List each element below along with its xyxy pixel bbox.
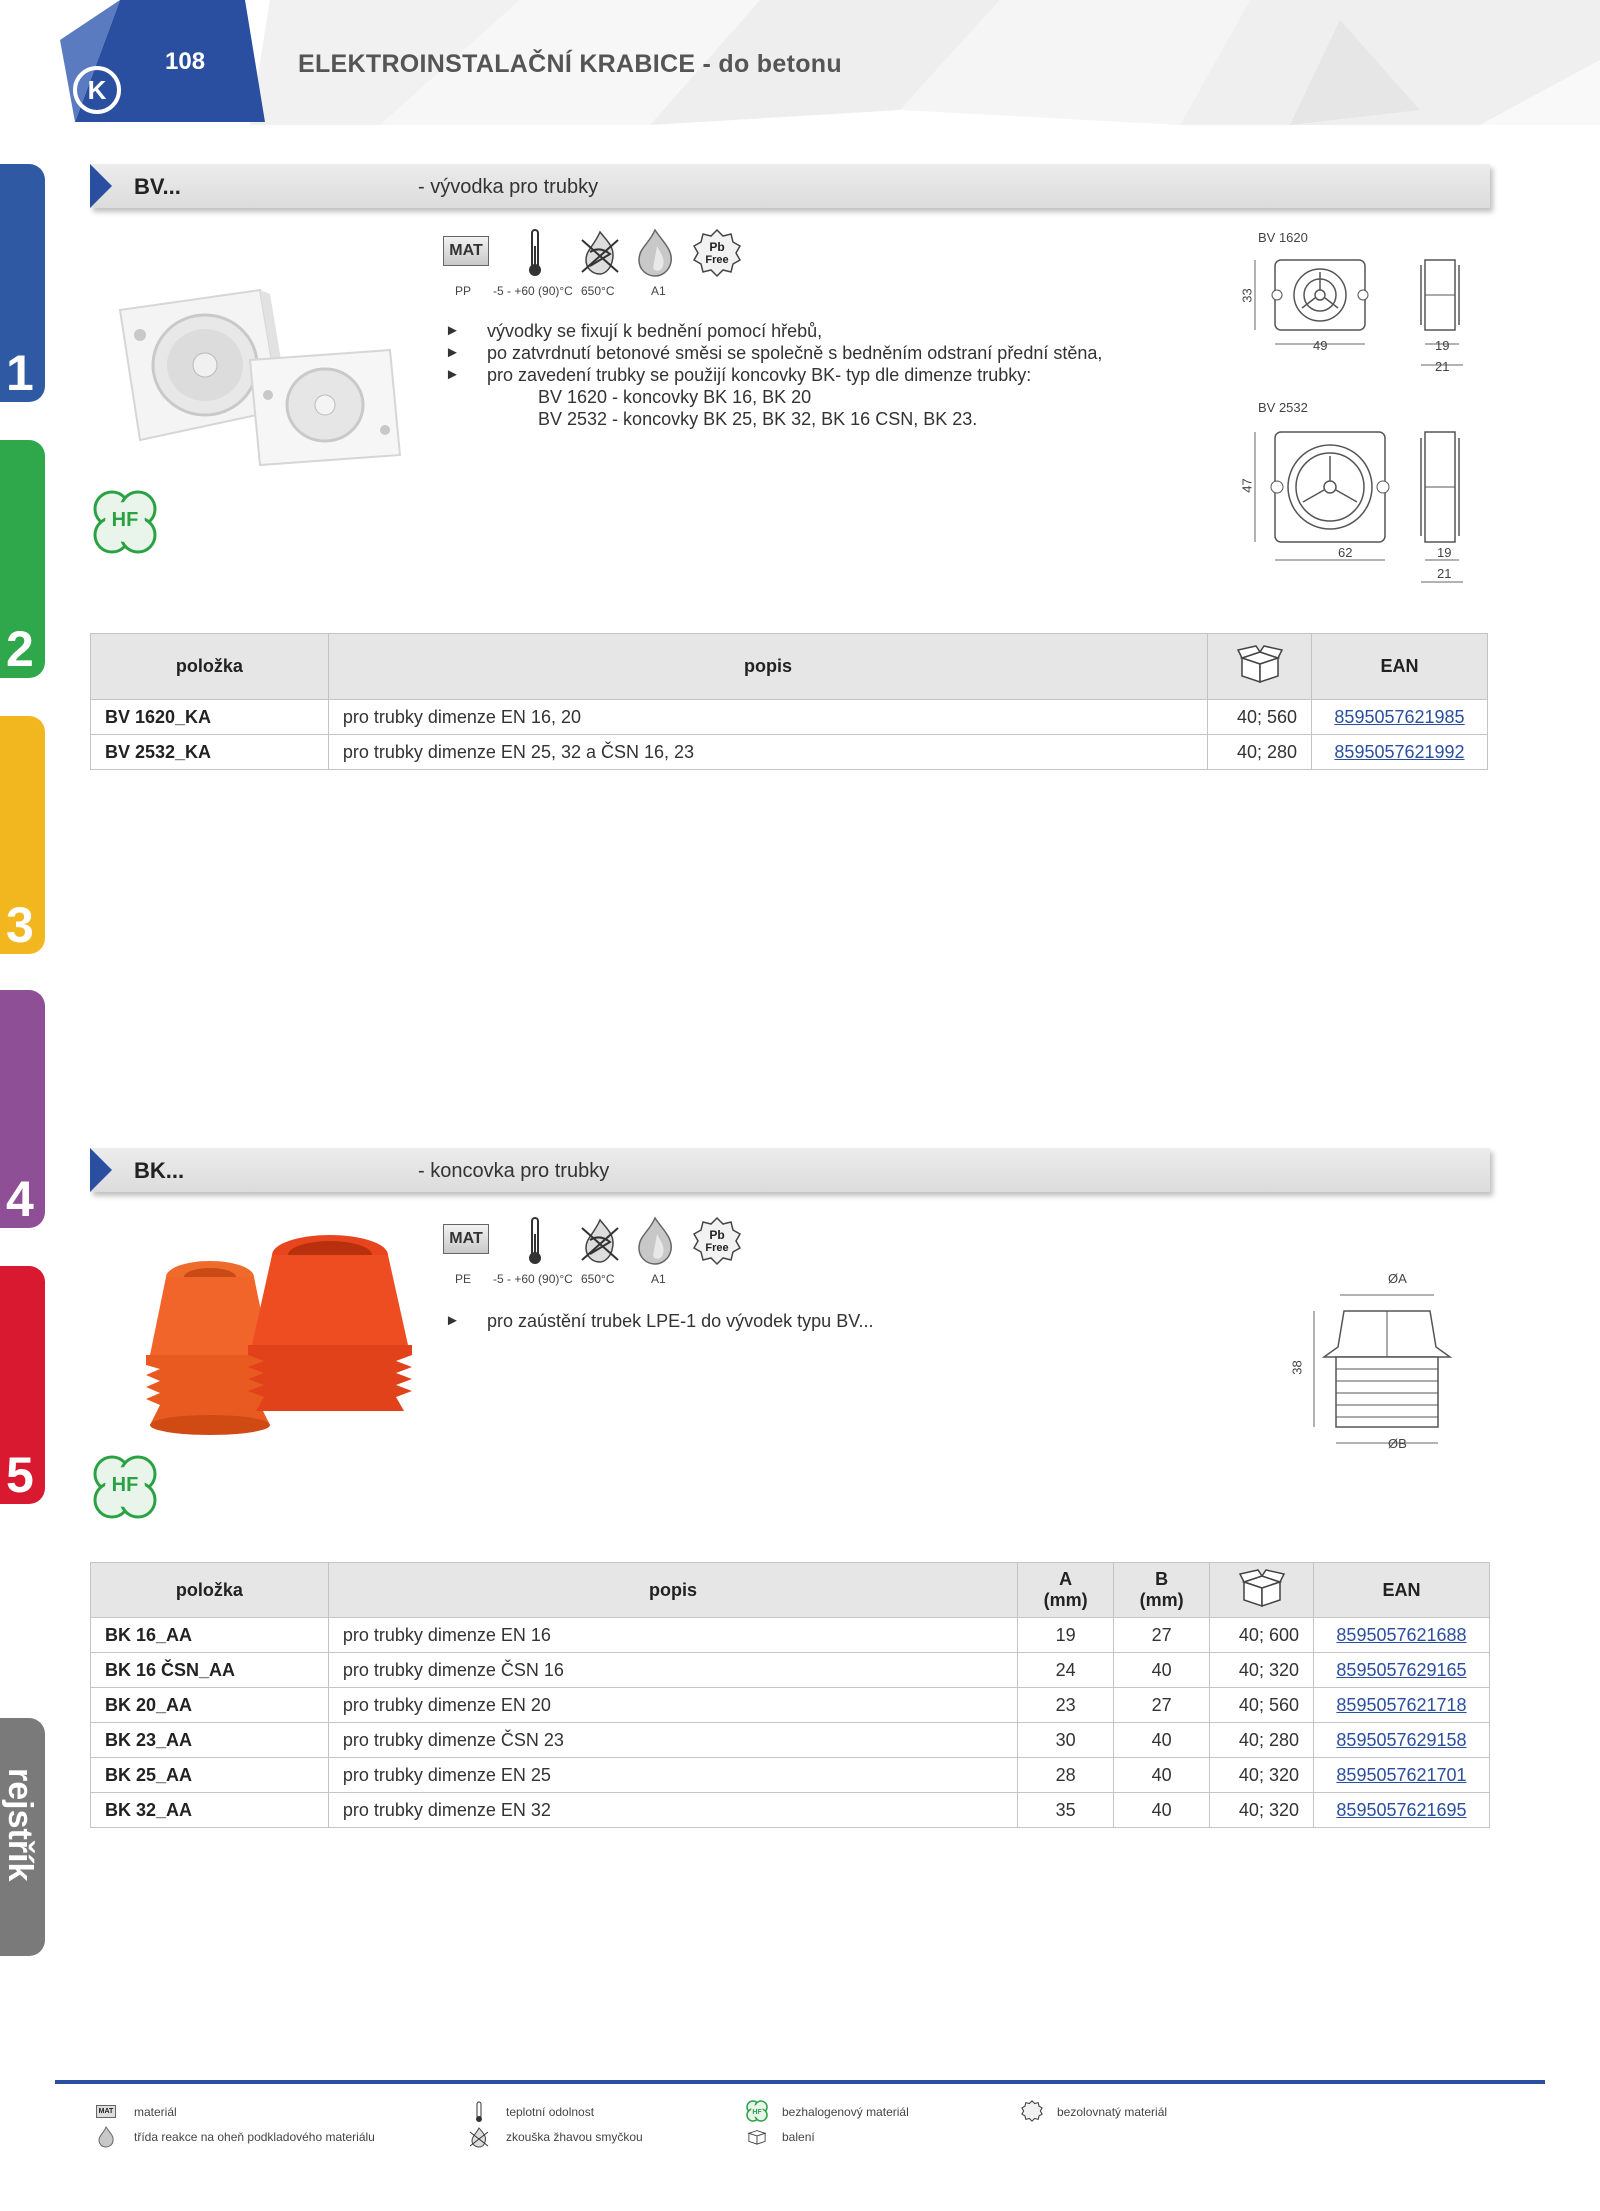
cell-b: 40	[1114, 1793, 1210, 1828]
box-icon	[1238, 1568, 1286, 1608]
legend-material: materiál	[134, 2105, 177, 2119]
chapter-tab-label: 5	[6, 1447, 34, 1503]
property-icons-bv	[443, 228, 763, 308]
cell-ean	[1313, 1793, 1489, 1828]
cell-item: BK 23_AA	[91, 1723, 329, 1758]
glow-wire-icon	[468, 2126, 490, 2148]
cell-packaging: 40; 280	[1210, 1723, 1314, 1758]
drawing-label: BV 1620	[1258, 230, 1308, 245]
table-row	[91, 1618, 1490, 1653]
glow-wire-icon	[578, 228, 622, 278]
cell-a: 35	[1018, 1793, 1114, 1828]
company-logo	[72, 65, 122, 115]
section-arrow-icon	[90, 164, 112, 208]
section-arrow-icon	[90, 1148, 112, 1192]
ean-link[interactable]: 8595057621688	[1336, 1624, 1467, 1645]
cell-description: pro trubky dimenze EN 32	[328, 1793, 1017, 1828]
cell-ean	[1313, 1688, 1489, 1723]
hf-label: HF	[111, 1474, 139, 1496]
column-header-packaging	[1208, 634, 1312, 700]
glow-wire-caption: 650°C	[581, 284, 615, 298]
lead-free-icon	[693, 228, 741, 278]
cell-packaging: 40; 320	[1210, 1793, 1314, 1828]
svg-text:HF: HF	[752, 2109, 762, 2116]
material-icon: MAT	[443, 1224, 489, 1254]
product-table-bk	[90, 1562, 1490, 1828]
feature-list-bv	[445, 320, 1165, 430]
table-row	[91, 1758, 1490, 1793]
list-subitem: BV 2532 - koncovky BK 25, BK 32, BK 16 CSN, BK 23.	[538, 409, 978, 429]
footer-divider	[55, 2080, 1545, 2084]
drawing-label: BV 2532	[1258, 400, 1308, 415]
cell-packaging: 40; 320	[1210, 1758, 1314, 1793]
cell-item: BK 32_AA	[91, 1793, 329, 1828]
glow-wire-icon	[578, 1216, 622, 1266]
dimension-width: 62	[1338, 545, 1353, 560]
product-photo-bk	[130, 1225, 415, 1440]
page-number-tab	[0, 0, 270, 125]
list-item: ► vývodky se fixují k bednění pomocí hřebů,	[445, 320, 1165, 342]
cell-b: 27	[1114, 1618, 1210, 1653]
dimension-depth-total: 21	[1437, 566, 1452, 581]
flame-icon	[97, 2126, 115, 2148]
fire-class-caption: A1	[651, 284, 666, 298]
chapter-tab-label: 3	[6, 897, 34, 953]
chapter-tab-label: 1	[6, 345, 34, 401]
product-photo-bv	[110, 280, 410, 470]
ean-link[interactable]: 8595057621992	[1334, 741, 1465, 762]
cell-a: 28	[1018, 1758, 1114, 1793]
cell-b: 40	[1114, 1723, 1210, 1758]
dimension-height: 38	[1289, 1360, 1305, 1375]
thermometer-icon	[474, 2101, 484, 2123]
temperature-caption: -5 - +60 (90)°C	[493, 1272, 573, 1286]
section-description: - koncovka pro trubky	[418, 1160, 610, 1182]
cell-packaging: 40; 280	[1208, 735, 1312, 770]
chapter-tab-4[interactable]	[0, 990, 45, 1228]
column-header-b	[1114, 1563, 1210, 1618]
ean-link[interactable]: 8595057629165	[1336, 1659, 1467, 1680]
cell-description: pro trubky dimenze EN 16	[328, 1618, 1017, 1653]
flame-icon	[635, 1216, 675, 1266]
lead-free-icon	[693, 1216, 741, 1266]
list-item: ► pro zaústění trubek LPE-1 do vývodek typu BV...	[445, 1310, 1165, 1332]
temperature-caption: -5 - +60 (90)°C	[493, 284, 573, 298]
thermometer-icon	[525, 228, 545, 278]
cell-description: pro trubky dimenze EN 25, 32 a ČSN 16, 23	[328, 735, 1207, 770]
chapter-tab-2[interactable]	[0, 440, 45, 678]
lead-free-icon	[1021, 2100, 1043, 2122]
column-header-description: popis	[328, 634, 1207, 700]
column-header-ean: EAN	[1313, 1563, 1489, 1618]
page-number: 108	[165, 48, 206, 75]
chapter-tab-label: 4	[6, 1171, 34, 1227]
flame-icon	[635, 228, 675, 278]
cell-packaging: 40; 320	[1210, 1653, 1314, 1688]
column-header-description: popis	[328, 1563, 1017, 1618]
svg-text:K: K	[87, 75, 107, 105]
cell-packaging: 40; 560	[1210, 1688, 1314, 1723]
cell-description: pro trubky dimenze EN 20	[328, 1688, 1017, 1723]
cell-b: 40	[1114, 1758, 1210, 1793]
cell-ean	[1313, 1618, 1489, 1653]
column-header-a	[1018, 1563, 1114, 1618]
cell-ean	[1313, 1723, 1489, 1758]
legend-lead-free: bezolovnatý materiál	[1057, 2105, 1168, 2119]
dimension-width: 49	[1313, 338, 1328, 353]
cell-a: 30	[1018, 1723, 1114, 1758]
product-table-bv	[90, 633, 1488, 770]
material-caption: PE	[455, 1272, 472, 1286]
column-header-packaging	[1210, 1563, 1314, 1618]
ean-link[interactable]: 8595057629158	[1336, 1729, 1467, 1750]
glow-wire-caption: 650°C	[581, 1272, 615, 1286]
hf-icon	[746, 2100, 768, 2122]
svg-text:Free: Free	[705, 254, 729, 266]
legend-glow-wire: zkouška žhavou smyčkou	[506, 2130, 643, 2144]
cell-item: BK 25_AA	[91, 1758, 329, 1793]
chapter-tab-1[interactable]	[0, 164, 45, 402]
chapter-tab-3[interactable]	[0, 716, 45, 954]
section-header-bk	[90, 1148, 1490, 1192]
legend-halogen-free: bezhalogenový materiál	[782, 2105, 909, 2119]
cell-ean	[1313, 1758, 1489, 1793]
svg-text:Pb: Pb	[709, 240, 725, 254]
chapter-tab-label: rejstřík	[1, 1768, 39, 1882]
cell-packaging: 40; 600	[1210, 1618, 1314, 1653]
column-header-item: položka	[91, 634, 329, 700]
section-code: BV...	[134, 174, 181, 199]
halogen-free-badge	[90, 487, 160, 557]
dimension-b: ØB	[1388, 1436, 1407, 1451]
section-description: - vývodka pro trubky	[418, 176, 599, 198]
cell-item: BK 20_AA	[91, 1688, 329, 1723]
cell-a: 19	[1018, 1618, 1114, 1653]
page-title: ELEKTROINSTALAČNÍ KRABICE - do betonu	[298, 50, 842, 78]
table-row	[91, 1793, 1490, 1828]
technical-drawing-bv2532	[1235, 420, 1475, 590]
cell-a: 23	[1018, 1688, 1114, 1723]
dimension-depth-total: 21	[1435, 359, 1450, 374]
cell-packaging: 40; 560	[1208, 700, 1312, 735]
halogen-free-badge	[90, 1452, 160, 1522]
ean-link[interactable]: 8595057621695	[1336, 1799, 1467, 1820]
svg-text:Free: Free	[705, 1242, 729, 1254]
cell-description: pro trubky dimenze EN 16, 20	[328, 700, 1207, 735]
material-caption: PP	[455, 284, 472, 298]
ean-link[interactable]: 8595057621718	[1336, 1694, 1467, 1715]
box-icon	[746, 2127, 768, 2145]
dimension-height: 33	[1239, 288, 1255, 303]
dimension-depth: 19	[1435, 338, 1450, 353]
cell-ean	[1312, 735, 1488, 770]
legend-temperature: teplotní odolnost	[506, 2105, 595, 2119]
thermometer-icon	[525, 1216, 545, 1266]
header-label: B	[1155, 1569, 1169, 1589]
cell-item: BK 16_AA	[91, 1618, 329, 1653]
header-unit: (mm)	[1139, 1590, 1184, 1610]
cell-description: pro trubky dimenze ČSN 16	[328, 1653, 1017, 1688]
header-label: A	[1059, 1569, 1073, 1589]
cell-ean	[1312, 700, 1488, 735]
cell-item: BV 1620_KA	[91, 700, 329, 735]
section-header-bv	[90, 164, 1490, 208]
list-item: ► pro zavedení trubky se použijí koncovky BK- typ dle dimenze trubky:	[445, 364, 1165, 386]
dimension-height: 47	[1239, 478, 1255, 493]
chapter-tab-5[interactable]	[0, 1266, 45, 1504]
legend-fire-class: třída reakce na oheň podkladového materiálu	[134, 2130, 375, 2144]
table-row	[91, 700, 1488, 735]
property-icons-bk	[443, 1216, 763, 1296]
cell-ean	[1313, 1653, 1489, 1688]
cell-b: 27	[1114, 1688, 1210, 1723]
header-unit: (mm)	[1043, 1590, 1088, 1610]
feature-list-bk	[445, 1310, 1165, 1332]
cell-description: pro trubky dimenze EN 25	[328, 1758, 1017, 1793]
column-header-item: položka	[91, 1563, 329, 1618]
cell-item: BK 16 ČSN_AA	[91, 1653, 329, 1688]
cell-description: pro trubky dimenze ČSN 23	[328, 1723, 1017, 1758]
column-header-ean: EAN	[1312, 634, 1488, 700]
chapter-tab-index[interactable]	[0, 1718, 45, 1956]
box-icon	[1236, 644, 1284, 684]
list-item: ► po zatvrdnutí betonové směsi se společně s bedněním odstraní přední stěna,	[445, 342, 1165, 364]
dimension-depth: 19	[1437, 545, 1452, 560]
material-icon: MAT	[96, 2105, 116, 2118]
ean-link[interactable]: 8595057621985	[1334, 706, 1465, 727]
table-row	[91, 735, 1488, 770]
fire-class-caption: A1	[651, 1272, 666, 1286]
cell-b: 40	[1114, 1653, 1210, 1688]
legend-packaging: balení	[782, 2130, 815, 2144]
cell-item: BV 2532_KA	[91, 735, 329, 770]
hf-label: HF	[111, 509, 139, 531]
table-row	[91, 1723, 1490, 1758]
section-code: BK...	[134, 1158, 185, 1183]
chapter-tab-label: 2	[6, 621, 34, 677]
ean-link[interactable]: 8595057621701	[1336, 1764, 1467, 1785]
material-icon: MAT	[443, 236, 489, 266]
table-row	[91, 1688, 1490, 1723]
dimension-a: ØA	[1388, 1271, 1407, 1286]
cell-a: 24	[1018, 1653, 1114, 1688]
svg-text:Pb: Pb	[709, 1228, 725, 1242]
list-subitem: BV 1620 - koncovky BK 16, BK 20	[538, 387, 812, 407]
table-row	[91, 1653, 1490, 1688]
